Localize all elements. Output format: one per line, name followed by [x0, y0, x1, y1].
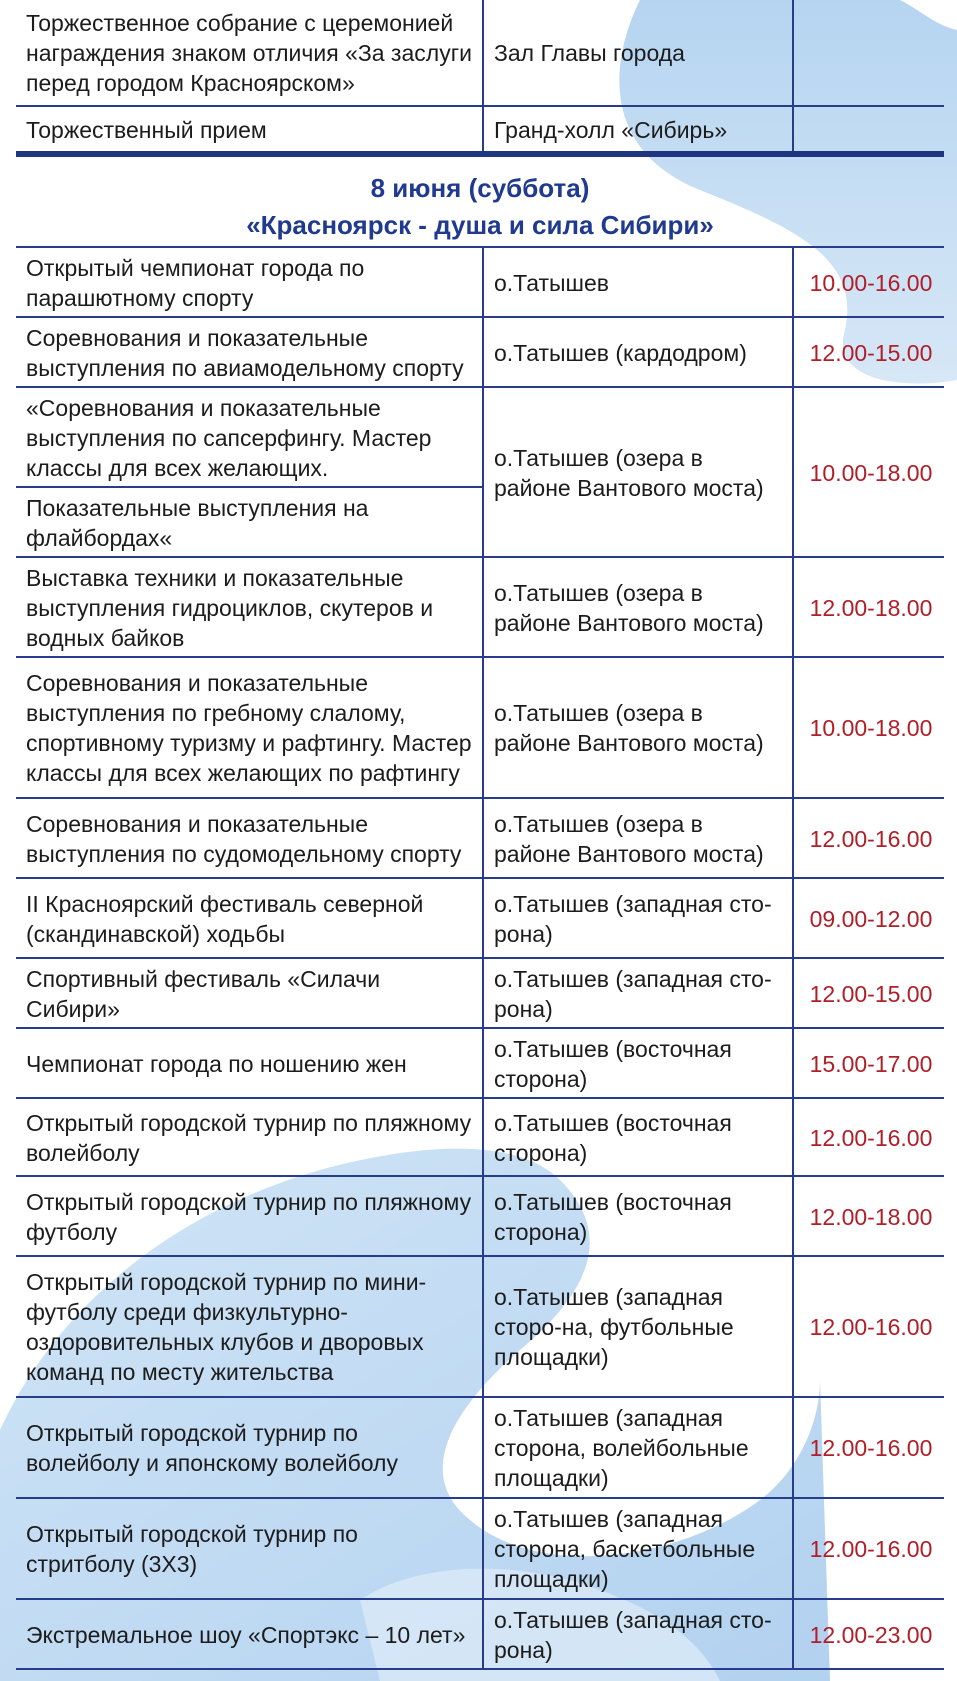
time-cell: 12.00-18.00: [793, 557, 944, 657]
time-cell: 12.00-15.00: [793, 317, 944, 387]
top-schedule-table: [16, 0, 944, 157]
time-cell: 12.00-16.00: [793, 1397, 944, 1498]
time-cell: 09.00-12.00: [793, 878, 944, 958]
event-cell: Спортивный фестиваль «Силачи Сибири»: [16, 958, 483, 1028]
table-row: [16, 1176, 944, 1256]
table-row: [16, 557, 944, 657]
place-cell: о.Татышев (западная сторона, волейбольные площадки): [483, 1397, 793, 1498]
place-cell: о.Татышев (западная сторона, баскетбольные площадки): [483, 1498, 793, 1599]
event-cell: Открытый городской турнир по мини-футболу среди физкультурно-оздоровительных клубов и дворовых команд по месту жительства: [16, 1256, 483, 1397]
place-cell: о.Татышев: [483, 247, 793, 317]
table-row: [16, 317, 944, 387]
table-row: [16, 106, 944, 154]
schedule-page: [16, 0, 944, 1670]
main-schedule-table: [16, 246, 944, 1670]
table-row: [16, 1256, 944, 1397]
time-cell: 12.00-15.00: [793, 958, 944, 1028]
table-row: [16, 1498, 944, 1599]
time-cell: 10.00-18.00: [793, 657, 944, 798]
table-row: [16, 1397, 944, 1498]
time-cell: 10.00-18.00: [793, 387, 944, 557]
time-cell: 12.00-16.00: [793, 1098, 944, 1176]
place-cell: Гранд-холл «Сибирь»: [483, 106, 793, 154]
event-cell: Соревнования и показательные выступления по судомодельному спорту: [16, 798, 483, 878]
time-cell: 12.00-18.00: [793, 1176, 944, 1256]
event-cell: Выставка техники и показательные выступления гидроциклов, скутеров и водных байков: [16, 557, 483, 657]
place-cell: о.Татышев (западная сто-рона): [483, 1599, 793, 1669]
event-cell: Открытый городской турнир по пляжному волейболу: [16, 1098, 483, 1176]
time-cell: 10.00-16.00: [793, 247, 944, 317]
event-cell: «Соревнования и показательные выступления по сапсерфингу. Мастер классы для всех желающих.: [16, 387, 483, 487]
place-cell: о.Татышев (кардодром): [483, 317, 793, 387]
event-cell: Открытый городской турнир по волейболу и японскому волейболу: [16, 1397, 483, 1498]
place-cell: о.Татышев (западная сторо-на, футбольные площадки): [483, 1256, 793, 1397]
event-cell: Соревнования и показательные выступления по авиамодельному спорту: [16, 317, 483, 387]
time-cell: 12.00-16.00: [793, 798, 944, 878]
event-cell: Торжественный прием: [16, 106, 483, 154]
time-cell: 12.00-23.00: [793, 1599, 944, 1669]
table-row: [16, 0, 944, 106]
table-row: [16, 958, 944, 1028]
day-date: 8 июня (суббота): [370, 173, 590, 203]
event-cell: Соревнования и показательные выступления по гребному слалому, спортивному туризму и рафтингу. Мастер классы для всех желающих по рафтингу: [16, 657, 483, 798]
place-cell: о.Татышев (озера в районе Вантового моста): [483, 798, 793, 878]
place-cell: Зал Главы города: [483, 0, 793, 106]
event-cell: II Красноярский фестиваль северной (скандинавской) ходьбы: [16, 878, 483, 958]
time-cell: 15.00-17.00: [793, 1028, 944, 1098]
table-row: [16, 1098, 944, 1176]
place-cell: о.Татышев (восточная сторона): [483, 1028, 793, 1098]
table-row: [16, 657, 944, 798]
place-cell: о.Татышев (озера в районе Вантового моста): [483, 557, 793, 657]
place-cell: о.Татышев (восточная сторона): [483, 1098, 793, 1176]
time-cell: 12.00-16.00: [793, 1256, 944, 1397]
event-cell: Открытый городской турнир по стритболу (3Х3): [16, 1498, 483, 1599]
event-cell: Открытый городской турнир по пляжному футболу: [16, 1176, 483, 1256]
day-title: «Красноярск - душа и сила Сибири»: [246, 210, 714, 240]
place-cell: о.Татышев (восточная сторона): [483, 1176, 793, 1256]
table-row: [16, 798, 944, 878]
event-cell: Экстремальное шоу «Спортэкс – 10 лет»: [16, 1599, 483, 1669]
event-cell: Показательные выступления на флайбордах«: [16, 487, 483, 557]
time-cell: [793, 0, 944, 106]
table-row: [16, 1028, 944, 1098]
table-row: [16, 387, 944, 487]
time-cell: 12.00-16.00: [793, 1498, 944, 1599]
place-cell: о.Татышев (западная сто-рона): [483, 878, 793, 958]
place-cell: о.Татышев (западная сто-рона): [483, 958, 793, 1028]
event-cell: Открытый чемпионат города по парашютному спорту: [16, 247, 483, 317]
place-cell: о.Татышев (озера в районе Вантового моста): [483, 387, 793, 557]
place-cell: о.Татышев (озера в районе Вантового моста): [483, 657, 793, 798]
table-row: [16, 247, 944, 317]
table-row: [16, 878, 944, 958]
table-row: [16, 1599, 944, 1669]
event-cell: Торжественное собрание с церемонией награждения знаком отличия «За заслуги перед городом Красноярском»: [16, 0, 483, 106]
event-cell: Чемпионат города по ношению жен: [16, 1028, 483, 1098]
day-heading: [16, 157, 944, 246]
time-cell: [793, 106, 944, 154]
